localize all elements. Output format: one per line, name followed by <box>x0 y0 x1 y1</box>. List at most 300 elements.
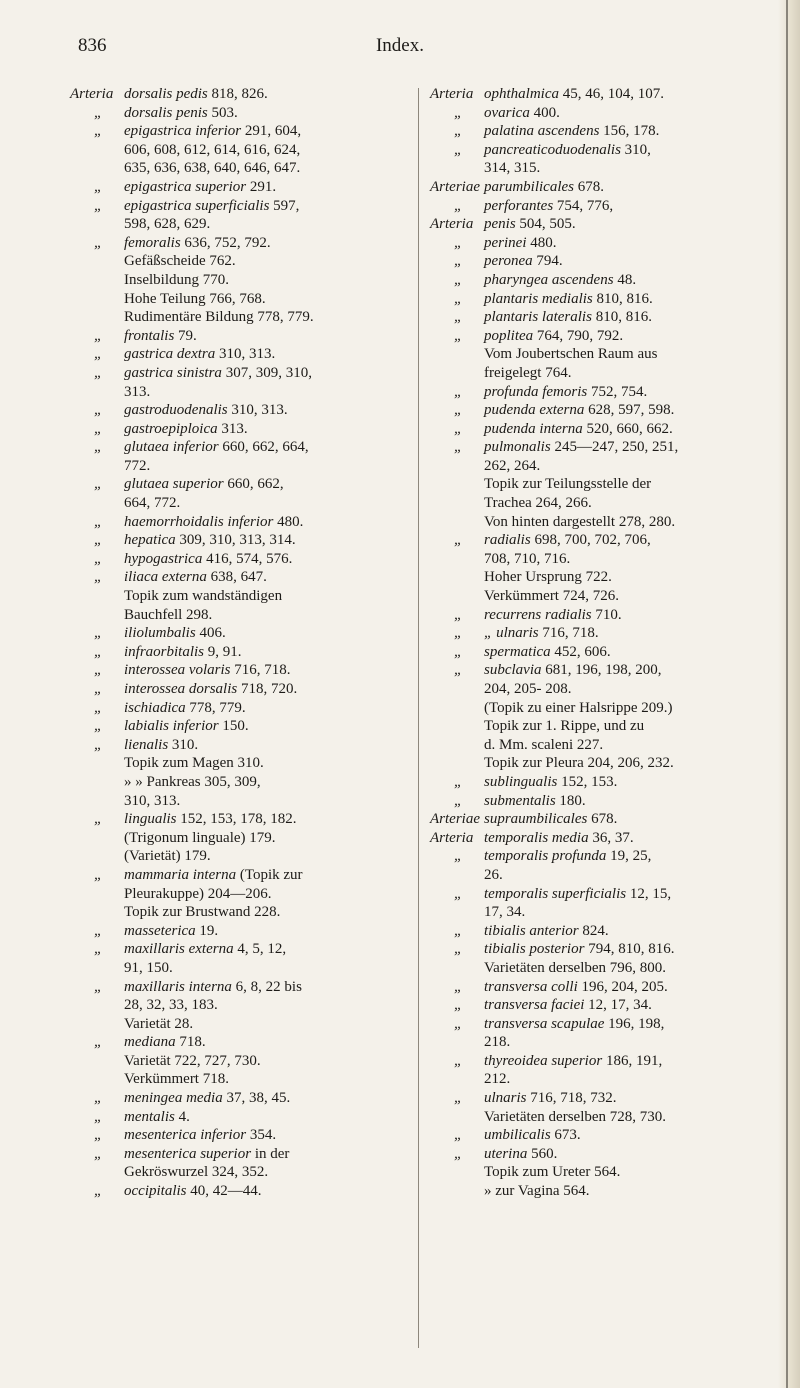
entry-pages: 19, 25, <box>606 848 652 865</box>
entry-line <box>484 1126 770 1145</box>
entry-term: „ ulnaris <box>484 625 539 642</box>
entry-lead: Arteria <box>70 86 114 102</box>
entry-term: glutaea superior <box>124 476 224 493</box>
index-entry <box>430 661 770 773</box>
index-entry <box>430 847 770 884</box>
index-entry <box>430 606 770 625</box>
page-edge-line <box>786 0 788 1388</box>
ditto-mark: „ <box>454 104 463 121</box>
ditto-mark: „ <box>94 681 103 697</box>
entry-line <box>124 847 410 866</box>
entry-pages: Topik zur Brustwand 228. <box>124 904 281 921</box>
entry-line <box>484 234 770 253</box>
entry-line <box>124 438 410 457</box>
ditto-mark: „ <box>94 1145 103 1162</box>
entry-term: dorsalis pedis <box>124 86 208 102</box>
entry-pages: (Topik zu einer Halsrippe 209.) <box>484 699 673 716</box>
entry-pages: » zur Vagina 564. <box>484 1183 590 1200</box>
entry-line <box>484 773 770 792</box>
entry-pages: 778, 779. <box>185 699 246 716</box>
entry-line <box>124 717 410 736</box>
entry-pages: 504, 505. <box>515 216 576 233</box>
entry-line <box>124 308 410 327</box>
ditto-mark: „ <box>454 309 463 326</box>
index-entry <box>70 364 410 401</box>
ditto-mark: „ <box>454 383 463 400</box>
ditto-mark: „ <box>94 1108 103 1125</box>
entry-line <box>484 457 770 476</box>
index-entry <box>70 1089 410 1108</box>
index-entry <box>70 810 410 866</box>
entry-line <box>484 290 770 309</box>
entry-line <box>484 475 770 494</box>
entry-term: mesenterica inferior <box>124 1127 247 1144</box>
entry-term: temporalis superficialis <box>484 885 627 902</box>
entry-line <box>484 1163 770 1182</box>
entry-pages: 752, 754. <box>587 383 648 400</box>
entry-pages: Gekröswurzel 324, 352. <box>124 1164 269 1181</box>
ditto-mark: „ <box>94 327 103 344</box>
index-entry <box>70 1108 410 1127</box>
entry-pages: 310, 313. <box>215 346 276 363</box>
entry-pages: 310, <box>620 141 651 158</box>
ditto-mark: „ <box>454 439 463 456</box>
entry-line <box>484 736 770 755</box>
entry-line <box>484 308 770 327</box>
entry-line <box>484 178 770 197</box>
entry-pages: Bauchfell 298. <box>124 606 213 623</box>
entry-pages: Topik zum Magen 310. <box>124 755 264 772</box>
entry-term: ulnaris <box>484 1090 527 1107</box>
entry-line <box>484 1070 770 1089</box>
entry-pages: 40, 42—44. <box>186 1183 262 1200</box>
entry-line <box>124 959 410 978</box>
entry-line <box>124 624 410 643</box>
entry-pages: 716, 718. <box>538 625 599 642</box>
ditto-mark: „ <box>94 1090 103 1107</box>
entry-line <box>124 1145 410 1164</box>
entry-pages: 794, 810, 816. <box>584 941 675 958</box>
entry-line <box>124 475 410 494</box>
page-header <box>0 0 800 80</box>
entry-pages: 678. <box>587 811 618 828</box>
entry-line <box>124 122 410 141</box>
ditto-mark: „ <box>94 736 103 753</box>
ditto-mark: „ <box>94 476 103 493</box>
entry-line <box>484 531 770 550</box>
entry-term: dorsalis penis <box>124 104 208 121</box>
entry-line <box>484 383 770 402</box>
entry-pages: Hoher Ursprung 722. <box>484 569 612 586</box>
entry-term: poplitea <box>484 327 534 344</box>
entry-pages: 4, 5, 12, <box>233 941 287 958</box>
entry-pages: 638, 647. <box>206 569 267 586</box>
index-entry <box>70 197 410 234</box>
entry-term: interossea dorsalis <box>124 681 238 697</box>
ditto-mark: „ <box>94 364 103 381</box>
entry-line <box>484 1145 770 1164</box>
index-entry <box>430 1089 770 1126</box>
ditto-mark: „ <box>454 848 463 865</box>
entry-pages: Varietät 28. <box>124 1015 194 1032</box>
entry-pages: 186, 191, <box>602 1052 663 1069</box>
index-entry <box>430 792 770 811</box>
entry-line <box>484 606 770 625</box>
entry-pages: (Topik zur <box>236 866 303 883</box>
entry-line <box>484 141 770 160</box>
entry-line <box>124 1015 410 1034</box>
entry-pages: Varietät 722, 727, 730. <box>124 1052 261 1069</box>
entry-pages: 150. <box>218 718 249 735</box>
entry-line <box>124 1089 410 1108</box>
entry-pages: 48. <box>613 271 637 288</box>
entry-line <box>124 699 410 718</box>
entry-pages: 204, 205- 208. <box>484 681 572 697</box>
entry-pages: 560. <box>527 1145 558 1162</box>
entry-pages: 710. <box>591 606 622 623</box>
entry-term: iliaca externa <box>124 569 207 586</box>
ditto-mark: „ <box>454 327 463 344</box>
entry-pages: 180. <box>555 792 586 809</box>
ditto-mark: „ <box>454 643 463 660</box>
entry-pages: Varietäten derselben 728, 730. <box>484 1108 667 1125</box>
entry-pages: 718. <box>175 1034 206 1051</box>
index-entry <box>430 104 770 123</box>
ditto-mark: „ <box>94 532 103 549</box>
entry-pages: 12, 17, 34. <box>584 997 652 1014</box>
index-entry <box>70 978 410 1034</box>
entry-pages: 19. <box>195 922 219 939</box>
index-entry <box>430 829 770 848</box>
entry-line <box>124 792 410 811</box>
entry-pages: Trachea 264, 266. <box>484 495 592 512</box>
index-entry <box>70 475 410 512</box>
ditto-mark: „ <box>94 718 103 735</box>
column-divider <box>418 88 419 1348</box>
entry-line <box>484 85 770 104</box>
entry-term: maxillaris externa <box>124 941 234 958</box>
ditto-mark: „ <box>454 922 463 939</box>
entry-pages: 314, 315. <box>484 160 541 177</box>
entry-line <box>484 903 770 922</box>
entry-pages: 196, 198, <box>604 1015 665 1032</box>
entry-term: perinei <box>484 234 527 251</box>
entry-line <box>484 122 770 141</box>
entry-pages: 9, 91. <box>204 643 242 660</box>
ditto-mark: „ <box>94 699 103 716</box>
entry-pages: 313. <box>124 383 151 400</box>
entry-pages: Verkümmert 718. <box>124 1071 229 1088</box>
entry-pages: Verkümmert 724, 726. <box>484 588 619 605</box>
index-entry <box>430 978 770 997</box>
entry-pages: 772. <box>124 457 151 474</box>
entry-line <box>484 940 770 959</box>
entry-pages: Topik zur 1. Rippe, und zu <box>484 718 645 735</box>
ditto-mark: „ <box>94 978 103 995</box>
entry-term: hepatica <box>124 532 176 549</box>
entry-pages: 673. <box>550 1127 581 1144</box>
entry-pages: (Varietät) 179. <box>124 848 211 865</box>
entry-line <box>484 252 770 271</box>
entry-line <box>124 197 410 216</box>
entry-term: penis <box>484 216 516 233</box>
entry-line <box>124 531 410 550</box>
index-entry <box>70 643 410 662</box>
entry-pages: 678. <box>574 178 604 195</box>
entry-line <box>124 643 410 662</box>
entry-term: epigastrica inferior <box>124 123 242 140</box>
ditto-mark: „ <box>454 1145 463 1162</box>
index-entry <box>430 290 770 309</box>
entry-line <box>484 1015 770 1034</box>
entry-line <box>124 252 410 271</box>
entry-pages: 152, 153. <box>557 773 618 790</box>
entry-pages: 12, 15, <box>626 885 672 902</box>
entry-term: epigastrica superficialis <box>124 197 270 214</box>
ditto-mark: „ <box>454 625 463 642</box>
entry-pages: 152, 153, 178, 182. <box>176 811 297 828</box>
entry-term: maxillaris interna <box>124 978 232 995</box>
entry-pages: 262, 264. <box>484 457 541 474</box>
ditto-mark: „ <box>454 234 463 251</box>
entry-line <box>484 327 770 346</box>
entry-term: femoralis <box>124 234 181 251</box>
entry-line <box>484 810 770 829</box>
entry-pages: 6, 8, 22 bis <box>231 978 302 995</box>
entry-lead: Arteriae <box>430 178 480 195</box>
page-edge <box>778 0 800 1388</box>
index-entry <box>430 438 770 531</box>
index-entry <box>430 122 770 141</box>
entry-pages: 79. <box>174 327 197 344</box>
entry-line <box>124 885 410 904</box>
entry-line <box>124 234 410 253</box>
index-entry <box>70 680 410 699</box>
entry-term: gastrica dextra <box>124 346 216 363</box>
entry-pages: freigelegt 764. <box>484 364 572 381</box>
entry-line <box>484 1052 770 1071</box>
entry-pages: 28, 32, 33, 183. <box>124 997 218 1014</box>
entry-term: pancreaticoduodenalis <box>484 141 621 158</box>
entry-line <box>124 736 410 755</box>
entry-pages: Gefäßscheide 762. <box>124 253 236 270</box>
entry-pages: 598, 628, 629. <box>124 216 211 233</box>
index-entry <box>430 271 770 290</box>
ditto-mark: „ <box>454 885 463 902</box>
entry-pages: 718, 720. <box>237 681 298 697</box>
index-entry <box>70 85 410 104</box>
entry-line <box>124 457 410 476</box>
entry-pages: Hohe Teilung 766, 768. <box>124 290 266 307</box>
entry-line <box>484 959 770 978</box>
index-column-right <box>430 85 770 1201</box>
entry-term: uterina <box>484 1145 528 1162</box>
index-entry <box>70 122 410 178</box>
entry-pages: 480. <box>273 513 304 530</box>
entry-lead: Arteriae <box>430 811 480 828</box>
entry-pages: 520, 660, 662. <box>582 420 673 437</box>
entry-line <box>484 420 770 439</box>
entry-pages: (Trigonum linguale) 179. <box>124 829 276 846</box>
ditto-mark: „ <box>94 513 103 530</box>
ditto-mark: „ <box>454 1015 463 1032</box>
index-entry <box>430 178 770 197</box>
index-entry <box>430 383 770 402</box>
ditto-mark: „ <box>94 178 103 195</box>
ditto-mark: „ <box>454 606 463 623</box>
index-entry <box>430 1052 770 1089</box>
entry-lead: Arteria <box>430 829 474 846</box>
entry-pages: Varietäten derselben 796, 800. <box>484 959 667 976</box>
index-entry <box>430 401 770 420</box>
entry-pages: Topik zum Ureter 564. <box>484 1164 621 1181</box>
entry-line <box>124 513 410 532</box>
entry-term: recurrens radialis <box>484 606 592 623</box>
index-entry <box>70 531 410 550</box>
entry-pages: » » Pankreas 305, 309, <box>124 773 261 790</box>
entry-line <box>484 438 770 457</box>
entry-term: ovarica <box>484 104 530 121</box>
entry-pages: 91, 150. <box>124 959 173 976</box>
entry-term: transversa scapulae <box>484 1015 605 1032</box>
entry-pages: 291, 604, <box>241 123 302 140</box>
entry-term: iliolumbalis <box>124 625 196 642</box>
ditto-mark: „ <box>454 1127 463 1144</box>
ditto-mark: „ <box>454 420 463 437</box>
index-entry <box>70 661 410 680</box>
ditto-mark: „ <box>94 941 103 958</box>
index-entry <box>70 550 410 569</box>
ditto-mark: „ <box>94 420 103 437</box>
page-title: Index. <box>375 35 424 56</box>
entry-line <box>124 383 410 402</box>
entry-pages: 698, 700, 702, 706, <box>530 532 651 549</box>
entry-line <box>124 345 410 364</box>
index-entry <box>70 327 410 346</box>
index-entry <box>70 234 410 327</box>
entry-line <box>124 159 410 178</box>
entry-line <box>124 661 410 680</box>
entry-pages: 17, 34. <box>484 904 526 921</box>
entry-term: interossea volaris <box>124 662 231 679</box>
index-column-left <box>70 85 410 1201</box>
index-entry <box>430 215 770 234</box>
index-entry <box>430 940 770 977</box>
entry-term: spermatica <box>484 643 551 660</box>
entry-line <box>484 159 770 178</box>
ditto-mark: „ <box>454 773 463 790</box>
ditto-mark: „ <box>454 662 463 679</box>
entry-pages: 26. <box>484 866 503 883</box>
entry-line <box>124 104 410 123</box>
entry-line <box>124 178 410 197</box>
entry-term: tibialis posterior <box>484 941 585 958</box>
entry-line <box>124 364 410 383</box>
entry-pages: Topik zum wandständigen <box>124 588 283 605</box>
entry-pages: 597, <box>269 197 300 214</box>
index-entry <box>430 624 770 643</box>
index-entry <box>70 624 410 643</box>
entry-line <box>484 568 770 587</box>
ditto-mark: „ <box>94 625 103 642</box>
ditto-mark: „ <box>94 1183 103 1200</box>
entry-pages: 291. <box>246 178 277 195</box>
entry-term: sublingualis <box>484 773 558 790</box>
entry-line <box>484 699 770 718</box>
entry-pages: 636, 752, 792. <box>180 234 271 251</box>
index-entry <box>430 327 770 383</box>
entry-line <box>124 810 410 829</box>
index-entry <box>430 85 770 104</box>
entry-term: supraumbilicales <box>484 811 588 828</box>
ditto-mark: „ <box>94 439 103 456</box>
entry-line <box>124 494 410 513</box>
entry-line <box>484 885 770 904</box>
entry-line <box>484 197 770 216</box>
entry-term: lienalis <box>124 736 169 753</box>
index-entry <box>70 420 410 439</box>
entry-term: ophthalmica <box>484 86 559 102</box>
entry-term: ischiadica <box>124 699 186 716</box>
entry-line <box>484 624 770 643</box>
entry-pages: 824. <box>578 922 609 939</box>
entry-pages: 810, 816. <box>592 290 653 307</box>
entry-pages: 716, 718, 732. <box>526 1090 617 1107</box>
index-entry <box>70 922 410 941</box>
entry-term: transversa colli <box>484 978 578 995</box>
entry-line <box>124 773 410 792</box>
index-entry <box>430 922 770 941</box>
entry-pages: d. Mm. scaleni 227. <box>484 736 604 753</box>
entry-pages: 635, 636, 638, 640, 646, 647. <box>124 160 301 177</box>
index-entry <box>70 104 410 123</box>
entry-term: gastroepiploica <box>124 420 218 437</box>
entry-pages: 716, 718. <box>230 662 291 679</box>
entry-line <box>124 903 410 922</box>
entry-line <box>124 978 410 997</box>
entry-line <box>484 587 770 606</box>
index-entry <box>70 940 410 977</box>
entry-term: haemorrhoidalis inferior <box>124 513 274 530</box>
entry-term: transversa faciei <box>484 997 585 1014</box>
ditto-mark: „ <box>454 123 463 140</box>
entry-pages: 810, 816. <box>591 309 652 326</box>
entry-pages: 764, 790, 792. <box>533 327 624 344</box>
index-entry <box>70 699 410 718</box>
index-entry <box>70 866 410 922</box>
entry-pages: 310. <box>168 736 199 753</box>
entry-line <box>484 215 770 234</box>
index-entry <box>430 420 770 439</box>
entry-term: mammaria interna <box>124 866 237 883</box>
entry-term: temporalis profunda <box>484 848 607 865</box>
entry-lead: Arteria <box>430 86 474 102</box>
entry-line <box>124 587 410 606</box>
ditto-mark: „ <box>94 123 103 140</box>
entry-line <box>484 271 770 290</box>
page-number: 836 <box>78 35 107 56</box>
entry-pages: 156, 178. <box>599 123 660 140</box>
index-entry <box>70 1182 410 1201</box>
ditto-mark: „ <box>454 290 463 307</box>
entry-line <box>484 1089 770 1108</box>
entry-line <box>484 513 770 532</box>
entry-line <box>124 996 410 1015</box>
entry-pages: 313. <box>217 420 248 437</box>
index-entry <box>430 643 770 662</box>
entry-line <box>124 290 410 309</box>
entry-line <box>484 550 770 569</box>
